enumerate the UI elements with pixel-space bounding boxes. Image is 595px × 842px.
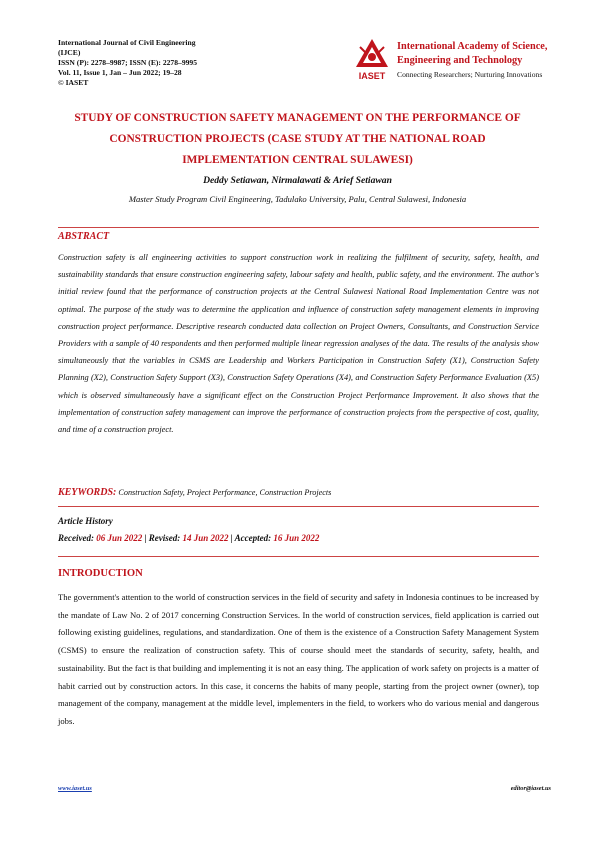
introduction-text: The government's attention to the world of construction services in the field of security and safety in Indonesia continues to be increased by the mandate of Law No. 2 of 2017 concerning Construction Services. In the world of construction services, field application is carried out following existing guidelines, regulations, and standardization. One of them is the existence of a Construction Safety Management System (CSMS) to ensure the realization of construction safety. This of course should meet the standards of security, safety, health, and sustainability. But the fact is that building and implementing it is not an easy thing. The application of work safety on projects is a matter of habit carried out by construction actors. In this case, it concerns the habits of many people, starting from the project owner (owner), top management of the company, management at the middle level, implementers in the field, to workers who do various menial and dangerous jobs. bbox=[58, 592, 539, 726]
paper-title bbox=[40, 108, 555, 171]
title-line: STUDY OF CONSTRUCTION SAFETY MANAGEMENT ON THE PERFORMANCE OF bbox=[74, 112, 521, 124]
accepted-date: 16 Jun 2022 bbox=[273, 533, 320, 543]
abstract-heading: ABSTRACT bbox=[58, 231, 110, 242]
paper-authors: Deddy Setiawan, Nirmalawati & Arief Setiawan bbox=[203, 175, 392, 186]
divider bbox=[58, 227, 539, 228]
revised-label: | Revised: bbox=[144, 533, 181, 543]
publisher-tagline: Connecting Researchers; Nurturing Innovations bbox=[397, 70, 543, 79]
title-line: CONSTRUCTION PROJECTS (CASE STUDY AT THE NATIONAL ROAD bbox=[109, 133, 486, 145]
divider bbox=[58, 556, 539, 557]
abstract-text: Construction safety is all engineering activities to support construction work in realizing the fulfilment of security, safety, health, and sustainability standards that ensure construction engineering safety, labour safety and health, public safety, and the environment. The author's initial review found that the performance of construction projects at the Central Sulawesi National Road Implementation Centre was not optimal. The purpose of the study was to determine the application and influence of construction safety management elements in improving construction project performance. Descriptive research conducted data collection on Project Owners, Consultants, and Construction Service Providers with a sample of 40 respondents and then performed multiple linear regression analyses of the data. The results of the analysis show simultaneously that the variables in CSMS are Leadership and Workers Participation in Construction Safety (X1), Construction Safety Planning (X2), Construction Safety Support (X3), Construction Safety Operations (X4), and Construction Safety Performance Evaluation (X5) which is observed simultaneously have a significant effect on the Construction Project Performance Improvement. It also shows that the implementation of construction safety management can improve the performance of construction projects from the perspective of cost, quality, and time of a construction project. bbox=[58, 253, 539, 435]
keywords-heading: KEYWORDS: bbox=[58, 487, 117, 498]
footer-website-link[interactable]: www.iaset.us bbox=[58, 785, 92, 792]
journal-volume: Vol. 11, Issue 1, Jan – Jun 2022; 19–28 bbox=[58, 68, 182, 77]
logo-text: IASET bbox=[358, 71, 386, 81]
journal-issn: ISSN (P): 2278–9987; ISSN (E): 2278–9995 bbox=[58, 58, 198, 67]
keywords-text: Construction Safety, Project Performance, Construction Projects bbox=[118, 488, 332, 497]
revised-date: 14 Jun 2022 bbox=[182, 533, 229, 543]
journal-copyright: © IASET bbox=[58, 78, 89, 87]
article-history bbox=[58, 533, 319, 543]
paper-affiliation: Master Study Program Civil Engineering, Tadulako University, Palu, Central Sulawesi, Indonesia bbox=[128, 194, 467, 204]
journal-name: International Journal of Civil Engineering bbox=[58, 38, 196, 47]
keywords bbox=[58, 487, 539, 498]
received-date: 06 Jun 2022 bbox=[96, 533, 143, 543]
received-label: Received: bbox=[58, 533, 94, 543]
iaset-logo-icon bbox=[352, 37, 392, 83]
article-history-heading: Article History bbox=[58, 516, 113, 526]
introduction-heading: INTRODUCTION bbox=[58, 568, 143, 579]
footer-email: editor@iaset.us bbox=[510, 785, 551, 792]
divider bbox=[58, 506, 539, 507]
journal-abbrev: (IJCE) bbox=[58, 48, 81, 57]
journal-info bbox=[58, 38, 233, 88]
publisher-name-line2: Engineering and Technology bbox=[397, 54, 523, 66]
publisher-info bbox=[397, 40, 557, 80]
title-line: IMPLEMENTATION CENTRAL SULAWESI) bbox=[182, 154, 413, 166]
publisher-name-line1: International Academy of Science, bbox=[397, 41, 548, 52]
accepted-label: | Accepted: bbox=[230, 533, 272, 543]
